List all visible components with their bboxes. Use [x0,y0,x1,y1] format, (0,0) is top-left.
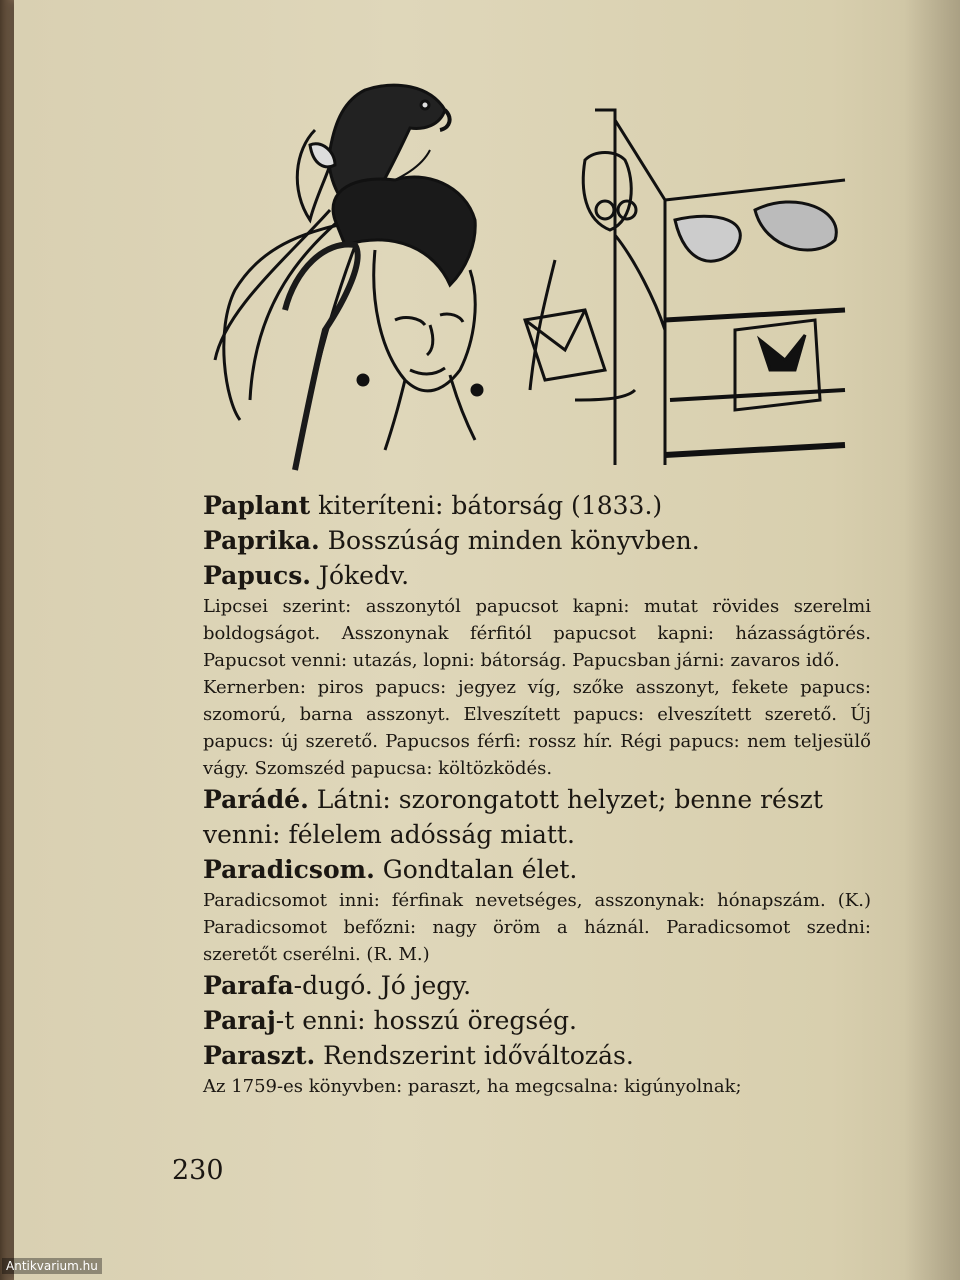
parrot-drawing [215,85,450,420]
papucs-paragraph-1: Lipcsei szerint: asszonytól papucsot kapni: mutat rövides szerelmi boldogságot. Asszonynak férfitól papucsot kapni: házasságtörés. Papucsot venni: utazás, lopni: bátorság. Papucsban járni: zavaros idő. [203,596,871,671]
entry-paplant: Paplant kiteríteni: bátorság (1833.) [203,491,663,520]
papucs-paragraph-2: Kernerben: piros papucs: jegyez víg, szőke asszonyt, fekete papucs: szomorú, barna asszonyt. Elveszített papucs: elveszített szerető. Új papucs: új szerető. Papucsos férfi: rossz hír. Régi papucs: nem teljesülő vágy. Szomszéd papucsa: költözködés. [203,677,871,779]
entry-paprika: Paprika. Bosszúság minden könyvben. [203,526,700,555]
book-spine-edge [0,0,14,1280]
paradicsom-paragraph: Paradicsomot inni: férfinak nevetséges, asszonynak: hónapszám. (K.) Paradicsomot befőzni: nagy öröm a háznál. Paradicsomot szedni: szeretőt cserélni. (R. M.) [203,890,871,965]
dictionary-text [203,488,871,1100]
entry-papucs: Papucs. Jókedv. [203,561,410,590]
entry-parafa: Parafa-dugó. Jó jegy. [203,971,472,1000]
entry-paraszt: Paraszt. Rendszerint időváltozás. [203,1041,634,1070]
entry-paradicsom: Paradicsom. Gondtalan élet. [203,855,578,884]
entry-parade: Parádé. Látni: szorongatott helyzet; benne részt venni: félelem adósság miatt. [203,785,823,849]
page-number: 230 [172,1155,224,1186]
man-drawing [525,110,665,465]
woman-drawing [285,177,482,470]
page-curve-shadow [904,0,960,1280]
shop-shelves-drawing [665,180,845,455]
entry-paraj: Paraj-t enni: hosszú öregség. [203,1006,577,1035]
paraszt-paragraph: Az 1759-es könyvben: paraszt, ha megcsalna: kigúnyolnak; [203,1076,742,1097]
ink-illustration [195,70,855,480]
watermark: Antikvarium.hu [2,1258,102,1274]
